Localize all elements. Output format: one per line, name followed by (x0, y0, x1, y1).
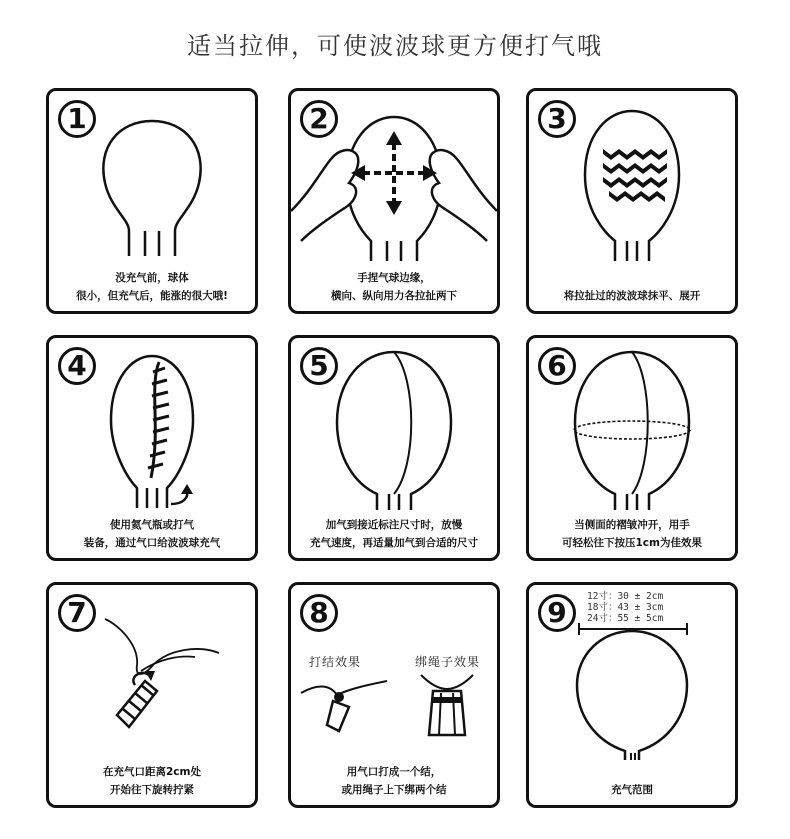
rope-effect-label: 绑绳子效果 (415, 655, 481, 669)
step-panel-3 (526, 88, 738, 314)
step-number-2: 2 (300, 100, 338, 138)
step-number-5: 5 (300, 347, 338, 385)
step-caption-2: 手捏气球边缘， 横向、纵向用力各拉扯两下 (331, 272, 457, 302)
step-panel-8 (288, 582, 500, 808)
step-caption-6: 当侧面的褶皱冲开，用手 可轻松往下按压1cm为佳效果 (562, 519, 702, 549)
step-number-1: 1 (58, 100, 96, 138)
step-caption-9: 充气范围 (611, 784, 653, 796)
size-24-inch: 24寸：55 ± 5cm (587, 613, 664, 624)
step-panel-5 (288, 335, 500, 561)
step-caption-3: 将拉扯过的波波球抹平、展开 (563, 290, 701, 302)
step-panel-4 (46, 335, 258, 561)
size-18-inch: 18寸：43 ± 3cm (587, 602, 664, 613)
step-caption-8: 用气口打成一个结， 或用绳子上下绑两个结 (341, 766, 447, 796)
step-caption-7: 在充气口距离2cm处 开始往下旋转拧紧 (103, 766, 201, 796)
step-number-7: 7 (58, 594, 96, 632)
step-caption-4: 使用氦气瓶或打气 装备，通过气口给波波球充气 (83, 519, 221, 549)
step-caption-5: 加气到接近标注尺寸时，放慢 充气速度，再适量加气到合适的尺寸 (310, 519, 478, 549)
step-panel-7 (46, 582, 258, 808)
page-title: 适当拉伸，可使波波球更方便打气哦 (187, 32, 603, 60)
step-panel-9 (526, 582, 738, 808)
step-panel-2 (288, 88, 500, 314)
step-panel-6 (526, 335, 738, 561)
size-12-inch: 12寸：30 ± 2cm (587, 591, 664, 602)
step-caption-1: 没充气前，球体 很小，但充气后，能涨的很大哦! (76, 272, 228, 302)
step-number-3: 3 (538, 100, 576, 138)
knot-effect-label: 打结效果 (309, 655, 362, 669)
step-panel-1 (46, 88, 258, 314)
step-number-4: 4 (58, 347, 96, 385)
size-list (587, 591, 663, 624)
step-number-8: 8 (300, 594, 338, 632)
step-number-6: 6 (538, 347, 576, 385)
step-number-9: 9 (538, 594, 576, 632)
